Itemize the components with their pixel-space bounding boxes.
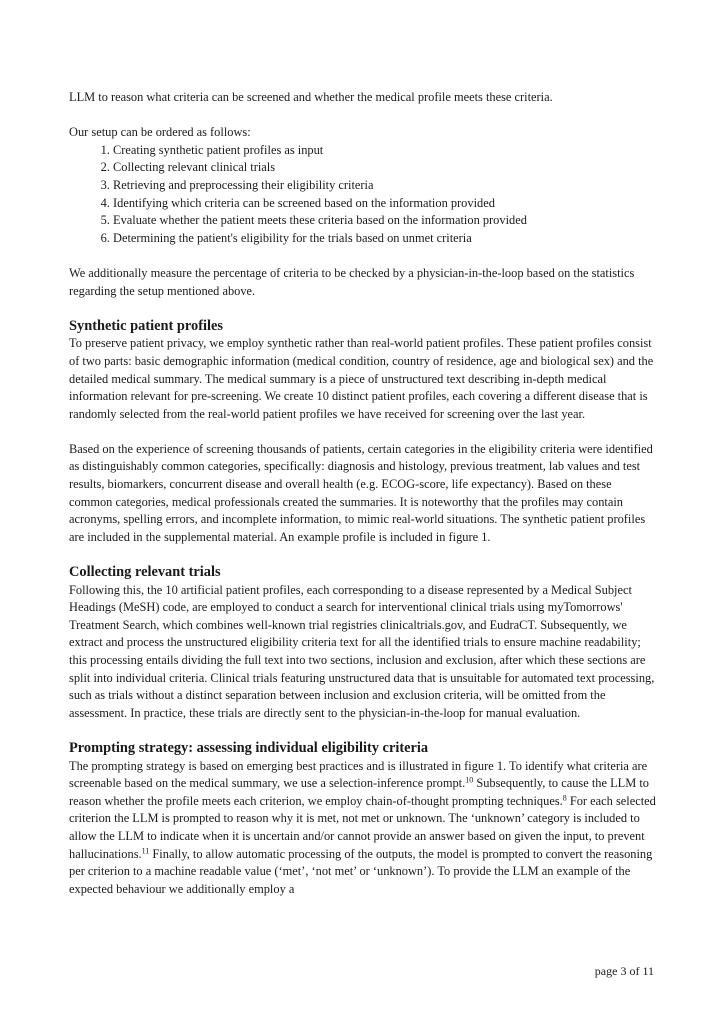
synthetic-paragraph-1: To preserve patient privacy, we employ synthetic rather than real-world patient profiles. These patient profiles consist of two parts: basic demographic information (medical condition, country of residence, age and biological sex) and the detailed medical summary. The medical summary is a piece of unstructured text describing in-depth medical information relevant for pre-screening. We create 10 distinct patient profiles, each covering a different disease that is randomly selected from the real-world patient profiles we have received for screening over the last year. [69,336,654,421]
prompting-text: The prompting strategy is based on emerging best practices and is illustrated in figure 1. To identify what criteria are screenable based on the medical summary, we use a selection-inference prompt. [69,758,648,791]
setup-intro: Our setup can be ordered as follows: [69,125,251,140]
prompting-text: Finally, to allow automatic processing of the outputs, the model is prompted to convert the reasoning per criterion to a machine readable value (‘met’, ‘not met’ or ‘unknown’). To provide the LLM an example of the expected behaviour we additionally employ a [69,846,653,896]
list-item: 4. Identifying which criteria can be screened based on the information provided [113,195,656,213]
list-item: 6. Determining the patient's eligibility for the trials based on unmet criteria [113,230,656,248]
prompting-paragraph [69,758,656,899]
section-heading-collecting: Collecting relevant trials [69,564,221,581]
citation-ref: 10 [465,775,474,785]
prompting-text: Subsequently, to cause the LLM to reason whether the profile meets each criterion, we employ chain-of-thought prompting techniques. [69,776,649,808]
measure-paragraph: We additionally measure the percentage of criteria to be checked by a physician-in-the-loop based on the statistics regarding the setup mentioned above. [69,265,635,298]
section-heading-synthetic: Synthetic patient profiles [69,317,224,334]
intro-continuation: LLM to reason what criteria can be screened and whether the medical profile meets these criteria. [69,90,553,104]
list-item: 3. Retrieving and preprocessing their eligibility criteria [113,177,656,195]
list-item: 5. Evaluate whether the patient meets these criteria based on the information provided [113,212,656,230]
collecting-paragraph: Following this, the 10 artificial patient profiles, each corresponding to a disease represented by a Medical Subject Headings (MeSH) code, are employed to conduct a search for interventional clinical trials using myTomorrows' Treatment Search, which combines well-known trial registries clinicaltrials.gov, and EudraCT. Subsequently, we extract and process the unstructured eligibility criteria text for all the identified trials to ensure machine readability; this processing entails dividing the full text into two sections, inclusion and exclusion, after which these sections are split into individual criteria. Clinical trials featuring unstructured data that is unsuitable for automated text processing, such as trials without a distinct separation between inclusion and exclusion criteria, will be omitted from the assessment. In practice, these trials are directly sent to the physician-in-the-loop for manual evaluation. [69,582,655,720]
list-item: 1. Creating synthetic patient profiles as input [113,142,656,160]
citation-ref: 8 [562,793,567,803]
section-heading-prompting: Prompting strategy: assessing individual eligibility criteria [69,739,429,756]
setup-steps-list [69,142,656,248]
list-item: 2. Collecting relevant clinical trials [113,159,656,177]
synthetic-paragraph-2: Based on the experience of screening thousands of patients, certain categories in the eligibility criteria were identified as distinguishably common categories, specifically: diagnosis and histology, previous treatment, lab values and test results, biomarkers, concurrent disease and overall health (e.g. ECOG-score, life expectancy). Based on these common categories, medical professionals created the summaries. It is noteworthy that the profiles may contain acronyms, spelling errors, and incomplete information, to mimic real-world situations. The synthetic patient profiles are included in the supplemental material. An example profile is included in figure 1. [69,441,653,544]
page-number: page 3 of 11 [594,964,654,978]
page-body [69,89,656,898]
prompting-text: For each selected criterion the LLM is prompted to reason why it is met, not met or unknown. The ‘unknown’ category is included to allow the LLM to indicate when it is uncertain and/or cannot provide an answer based on given the input, to prevent hallucinations. [69,793,656,861]
citation-ref: 11 [141,846,150,856]
